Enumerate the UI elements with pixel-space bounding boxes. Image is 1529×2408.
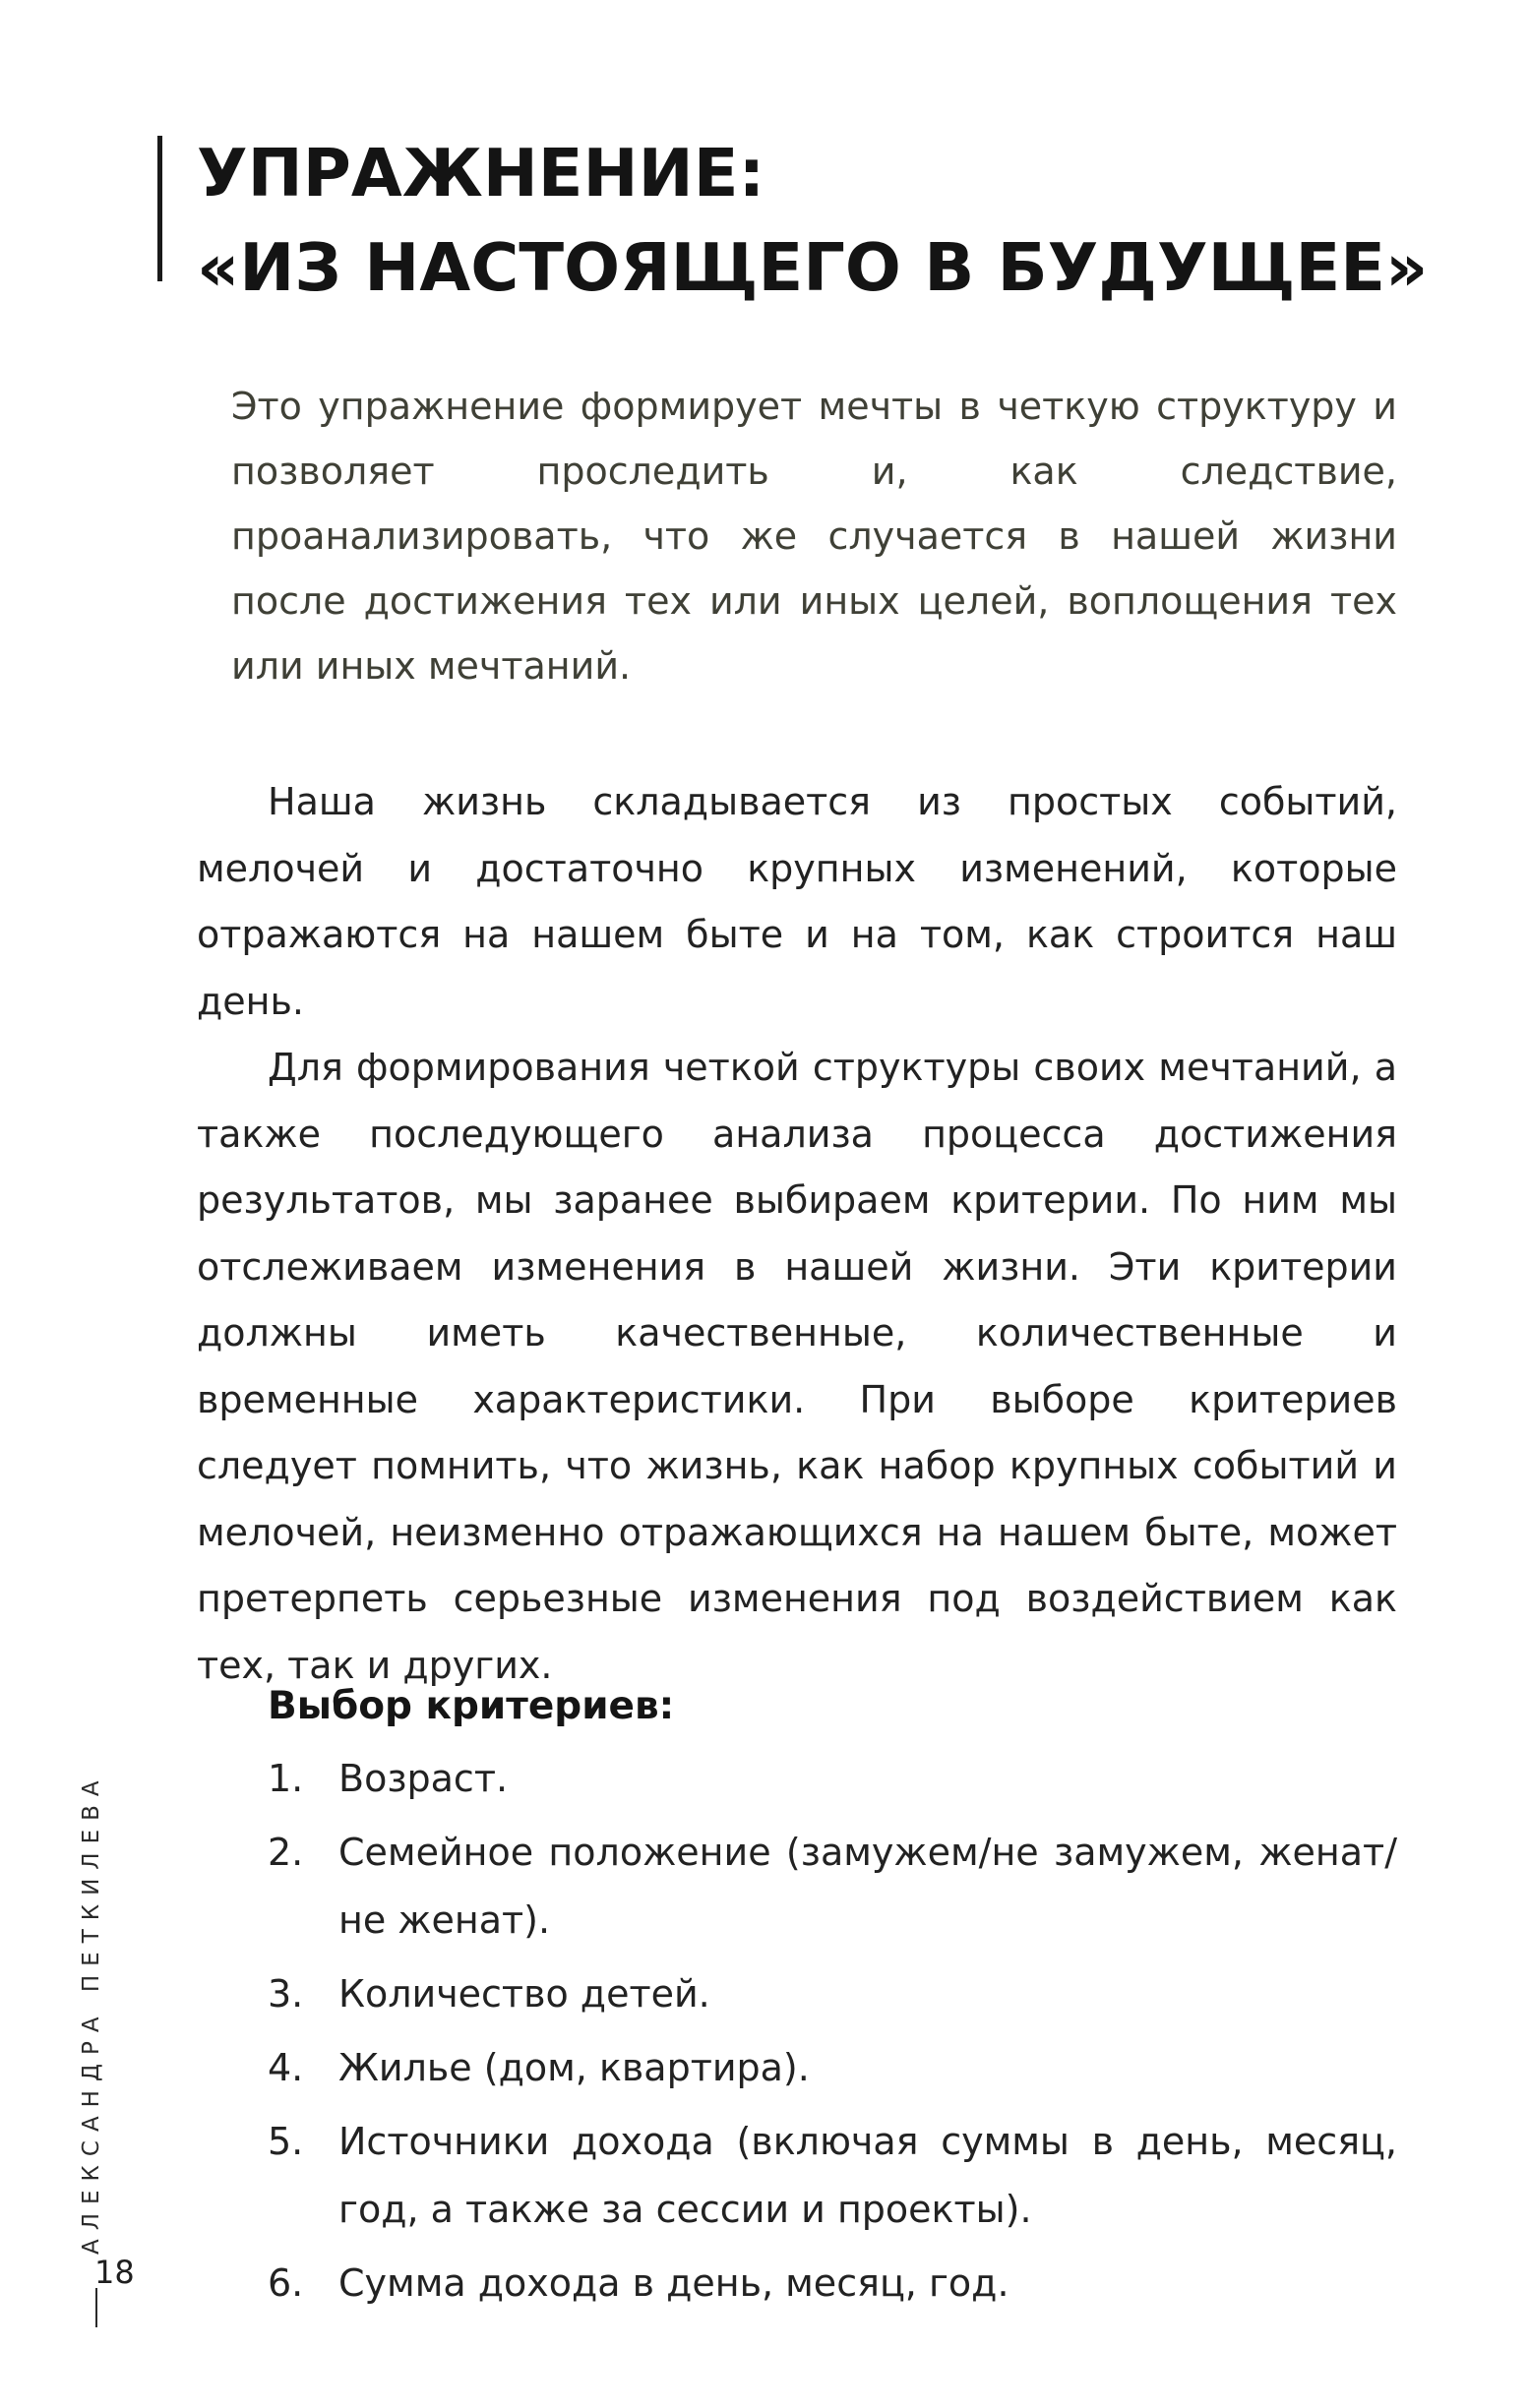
page-title-line-1: УПРАЖНЕНИЕ: (197, 135, 765, 211)
criteria-list (268, 1745, 1397, 2323)
body-paragraph-1: Наша жизнь складывается из простых событий, мелочей и достаточно крупных изменений, которые отражаются на нашем быте и на том, как строится наш день. (197, 780, 1397, 1023)
criteria-item-text: Жилье (дом, квартира). (338, 2046, 810, 2089)
criteria-item-number: 4. (268, 2046, 304, 2089)
criteria-item (268, 1960, 1397, 2028)
author-divider (95, 2288, 97, 2327)
page-title-line-2: «ИЗ НАСТОЯЩЕГО В БУДУЩЕЕ» (197, 229, 1429, 306)
criteria-item (268, 2250, 1397, 2318)
criteria-item-number: 5. (268, 2120, 304, 2163)
criteria-item-text: Возраст. (338, 1757, 509, 1800)
intro-paragraph: Это упражнение формирует мечты в четкую структуру и позволяет проследить и, как следствие, проанализировать, что же случается в нашей жизни после достижения тех или иных целей, воплощения тех или иных мечтаний. (231, 385, 1397, 688)
criteria-item (268, 2034, 1397, 2102)
criteria-item-number: 2. (268, 1831, 304, 1874)
criteria-item-number: 1. (268, 1757, 304, 1800)
criteria-item-text: Количество детей. (338, 1972, 710, 2016)
title-accent-bar (157, 136, 162, 281)
criteria-item-text: Источники дохода (включая суммы в день, месяц, год, а также за сессии и проекты). (338, 2120, 1397, 2231)
criteria-item-number: 3. (268, 1972, 304, 2016)
page-number: 18 (94, 2254, 135, 2291)
criteria-heading: Выбор критериев: (268, 1684, 675, 1728)
criteria-item-number: 6. (268, 2261, 304, 2305)
criteria-item (268, 1819, 1397, 1955)
page-title (197, 126, 1476, 315)
body-paragraph-2: Для формирования четкой структуры своих мечтаний, а также последующего анализа процесса достижения результатов, мы заранее выбираем критерии. По ним мы отслеживаем изменения в нашей жизни. Эти критерии должны иметь качественные, количественные и временные характеристики. При выборе критериев следует помнить, что жизнь, как набор крупных событий и мелочей, неизменно отражающихся на нашем быте, может претерпеть серьезные изменения под воздействием как тех, так и других. (197, 1046, 1397, 1687)
criteria-item (268, 1745, 1397, 1813)
criteria-item-text: Сумма дохода в день, месяц, год. (338, 2261, 1009, 2305)
criteria-item-text: Семейное положение (замужем/не замужем, женат/не женат). (338, 1831, 1397, 1942)
author-name: АЛЕКСАНДРА ПЕТКИЛЕВА (79, 1772, 104, 2255)
criteria-item (268, 2108, 1397, 2244)
body-text (197, 769, 1397, 1699)
